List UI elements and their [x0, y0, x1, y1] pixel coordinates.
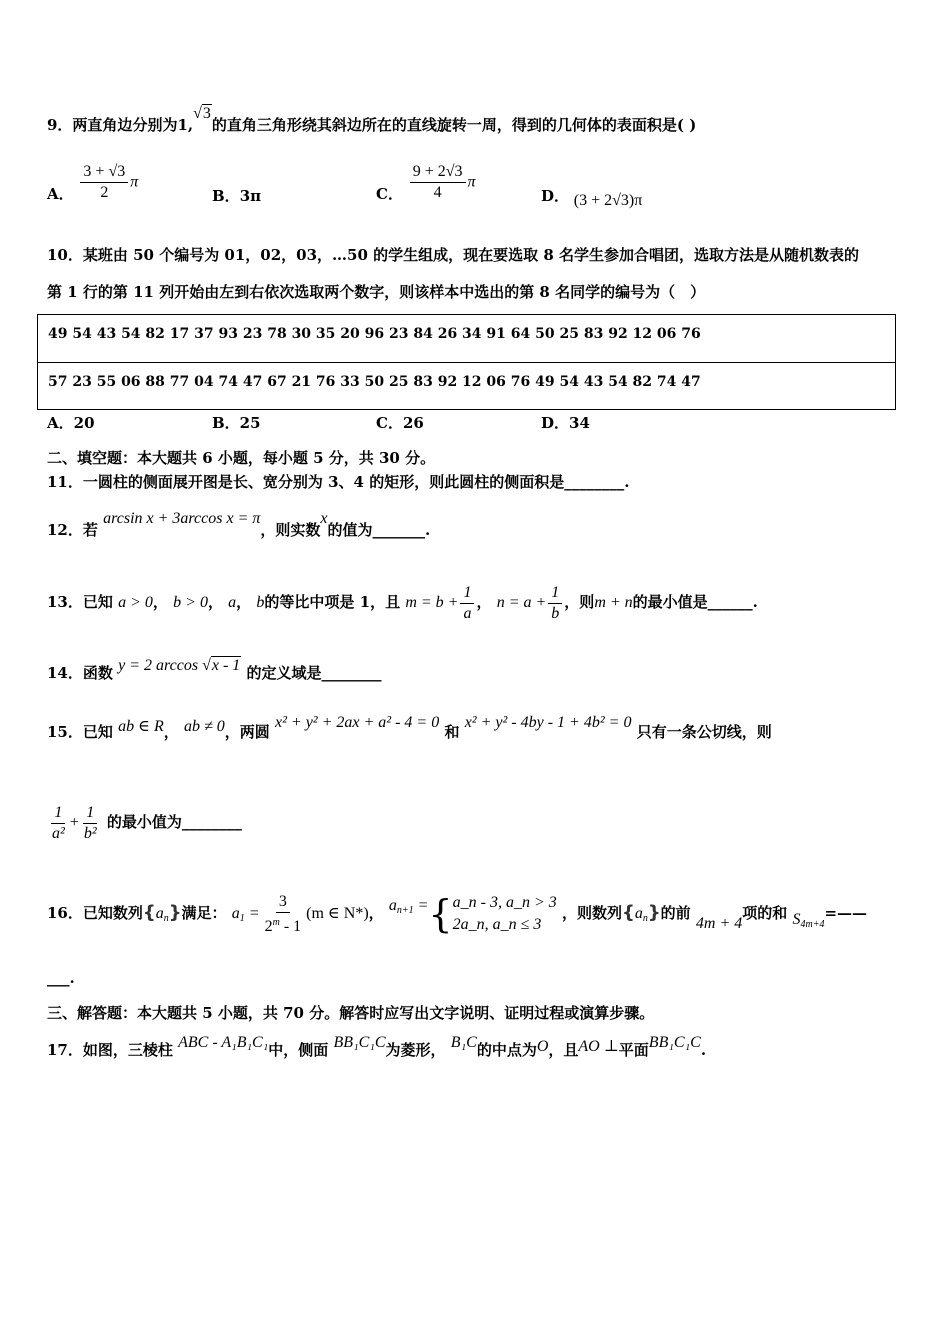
q16-seq: a: [155, 905, 164, 922]
q15-and: 和: [444, 723, 460, 741]
q9-option-b-label: B．: [212, 187, 240, 205]
q13-frac-a-num: 1: [460, 584, 474, 604]
q16-a1: a: [231, 905, 240, 922]
q16-pre: 16．已知数列: [47, 904, 143, 922]
q12-mid: ，则实数: [260, 521, 321, 539]
q16-frac-den: 2: [264, 917, 273, 935]
q17-t1: 中，侧面: [268, 1041, 329, 1059]
q9-option-a-frac: [80, 163, 128, 202]
q10-option-b: B．25: [212, 414, 261, 432]
q17-end: .: [700, 1041, 707, 1059]
q13-frac-b-num: 1: [548, 584, 562, 604]
q16-eq: =: [248, 905, 260, 922]
q16-cond: (m ∈ N*): [306, 905, 369, 922]
q14-radicand: x - 1: [211, 657, 241, 674]
q17-O: O: [536, 1038, 549, 1055]
q13-t2: ，则: [564, 593, 595, 611]
q16-cont: ___.: [47, 969, 75, 987]
q16-cases: [453, 892, 557, 936]
q15-t1: ，两圆: [224, 723, 270, 741]
q10-line1: 10．某班由 50 个编号为 01，02，03，…50 的学生组成，现在要选取 8 名学生参加合唱团，选取方法是从随机数表的: [47, 246, 860, 264]
q9-option-c-num: 9 + 2√3: [410, 163, 466, 183]
q9-sqrt3: 3: [202, 105, 211, 122]
q11: 11．一圆柱的侧面展开图是长、宽分别为 3、4 的矩形，则此圆柱的侧面积是________.: [47, 473, 630, 491]
q15-circle1: x² + y² + 2ax + a² - 4 = 0: [275, 714, 440, 731]
q14-expr: y = 2 arccos √x - 1: [118, 657, 241, 674]
q15-frac-b: [81, 804, 100, 843]
q16-a1-sub: 1: [239, 913, 245, 924]
q17-seg: B₁C: [450, 1034, 477, 1051]
q13-m-def: m = b +: [405, 594, 459, 611]
q9-option-d-label: D．: [541, 187, 570, 205]
q9-option-b: [212, 186, 261, 206]
q9-option-d-value: (3 + 2√3)π: [573, 192, 643, 209]
q13-mn: m + n: [594, 594, 633, 611]
q16-frac-num: 3: [276, 893, 290, 913]
section-3-heading: 三、解答题：本大题共 5 小题，共 70 分。解答时应写出文字说明、证明过程或演算步骤。: [47, 1004, 655, 1022]
q13-n-def: n = a +: [496, 594, 547, 611]
q9-option-c-den: 4: [433, 184, 442, 201]
q12-var: x: [320, 510, 328, 527]
q15-circle2: x² + y² - 4by - 1 + 4b² = 0: [464, 714, 632, 731]
q13-frac-b-den: b: [551, 604, 560, 622]
q16: 16．已知数列$\{a_n\}$满足： $a_1$ = $\frac{3}{2^m - 1}$ (m ∈ N*)， $a_{n+1}$ ={ a_n - 3, a_n > 3 2a_n, a_n ≤ 3 ，则数列$\{a_n\}$的前 4m + 4项的和 $S_{4m+4}=——$: [47, 892, 868, 936]
q13: 13．已知 a > 0， b > 0， a， b的等比中项是 1，且 m = b + $\frac{1}{a}$ ， n = a + $\frac{1}{b}$ ，则m + n的最小值是______.: [47, 583, 758, 622]
q13-frac-a-den: a: [463, 604, 472, 622]
q15: 15．已知 ab ∈ R， ab ≠ 0，两圆 x² + y² + 2ax + a² - 4 = 0 和 x² + y² - 4by - 1 + 4b² = 0 只有一条公切线，则: [47, 714, 772, 741]
q16-seq-sub: n: [163, 913, 169, 924]
q16-terms: 4m + 4: [695, 915, 743, 932]
q10-option-d: D．34: [541, 414, 590, 432]
q13-post: 的最小值是______.: [632, 593, 758, 611]
q16-t2: ，则数列: [561, 904, 622, 922]
q17-t4: ，且: [548, 1041, 579, 1059]
q17-t2: 为菱形，: [385, 1041, 446, 1059]
q16-t4: 项的和: [742, 904, 788, 922]
q16-an1-sub: n+1: [396, 905, 414, 916]
q17-plane: BB₁C₁C: [648, 1034, 701, 1051]
q17-pre: 17．如图，三棱柱: [47, 1041, 173, 1059]
q10-option-c: C．26: [376, 414, 424, 432]
q13-c1: a > 0: [118, 594, 153, 611]
q12-post: 的值为_______.: [327, 521, 431, 539]
q13-c4: b: [256, 594, 265, 611]
q9-option-c-tail: π: [467, 173, 476, 191]
q10-option-a: A．20: [47, 414, 95, 432]
q9-stem: 9．两直角边分别为1,√3的直角三角形绕其斜边所在的直线旋转一周，得到的几何体的表面积是( ): [47, 105, 697, 134]
q9-option-c-label: C．: [376, 184, 403, 203]
q9-option-a-num: 3 + √3: [80, 163, 128, 183]
q16-t1: 满足：: [181, 904, 227, 922]
q9-option-a-tail: π: [130, 173, 139, 191]
q13-c2: b > 0: [173, 594, 208, 611]
q15-frac-a-num: 1: [51, 804, 65, 824]
q17: [47, 1034, 707, 1061]
q16-frac: [262, 893, 305, 936]
q9-option-a-label: A．: [47, 184, 74, 203]
q9-option-b-value: 3π: [239, 187, 262, 205]
q13-t1: 的等比中项是 1，且: [264, 593, 401, 611]
q13-frac-b: [548, 584, 562, 623]
q16-t3: 的前: [660, 904, 691, 922]
q16-frac-den-tail: - 1: [283, 917, 302, 935]
q12-pre: 12．若: [47, 521, 98, 539]
q12-expr: arcsin x + 3arccos x = π: [103, 510, 261, 527]
q9-option-c-frac: [410, 163, 466, 202]
q15-frac-b-num: 1: [83, 804, 97, 824]
section-2-heading: 二、填空题：本大题共 6 小题，每小题 5 分，共 30 分。: [47, 449, 436, 467]
q14-pre: 14．函数: [47, 664, 113, 682]
q17-prism: ABC - A₁B₁C₁: [178, 1034, 269, 1051]
q17-t5: 平面: [618, 1041, 649, 1059]
q9-text2: 的直角三角形绕其斜边所在的直线旋转一周，得到的几何体的表面积是( ): [211, 116, 697, 134]
q12: [47, 510, 431, 541]
q13-pre: 13．已知: [47, 593, 113, 611]
q13-c3: a: [228, 594, 237, 611]
q14-expr-text: y = 2 arccos: [118, 657, 199, 674]
q14: [47, 657, 382, 684]
random-number-table: [37, 314, 896, 410]
q15-frac-a: [49, 804, 68, 843]
q9-option-a-den: 2: [100, 184, 109, 201]
q15-frac-a-den: a²: [52, 824, 65, 842]
q13-frac-a: [460, 584, 474, 623]
random-table-row-2: 57 23 55 06 88 77 04 74 47 67 21 76 33 50 25 83 92 12 06 76 49 54 43 54 82 74 47: [38, 362, 895, 409]
q15-expr-line: $\frac{1}{\text{a²}}$ + $\frac{1}{\text{b²}}$ 的最小值为________: [47, 800, 242, 845]
q15-c2: ab ≠ 0: [183, 718, 225, 735]
q15-frac-b-den: b²: [83, 824, 97, 842]
q9-option-d: [541, 186, 642, 207]
q9-text: 9．两直角边分别为1,: [47, 116, 194, 134]
q15-post: 的最小值为________: [106, 813, 242, 831]
q16-S-sub: 4m+4: [800, 919, 825, 930]
q15-pre: 15．已知: [47, 723, 113, 741]
q16-case2: 2a_n, a_n ≤ 3: [452, 916, 542, 933]
q16-an1: a: [388, 897, 397, 914]
q17-perp: AO ⊥: [578, 1038, 619, 1055]
q10-line2: 第 1 行的第 11 列开始由左到右依次选取两个数字，则该样本中选出的第 8 名同学的编号为（ ）: [47, 283, 706, 301]
q9-option-c: [376, 163, 476, 202]
q16-post: =——: [824, 904, 868, 922]
q15-c1: ab ∈ R: [118, 718, 164, 735]
q16-frac-den-sup: m: [272, 916, 280, 928]
q15-t2: 只有一条公切线，则: [636, 723, 772, 741]
random-table-row-1: 49 54 43 54 82 17 37 93 23 78 30 35 20 96 23 84 26 34 91 64 50 25 83 92 12 06 76: [48, 326, 701, 342]
q17-face: BB₁C₁C: [333, 1034, 386, 1051]
q9-option-a: [47, 163, 138, 202]
q16-S: S: [792, 911, 801, 928]
q17-t3: 的中点为: [476, 1041, 537, 1059]
q16-case1: a_n - 3, a_n > 3: [452, 894, 557, 911]
q14-post: 的定义域是________: [246, 664, 382, 682]
